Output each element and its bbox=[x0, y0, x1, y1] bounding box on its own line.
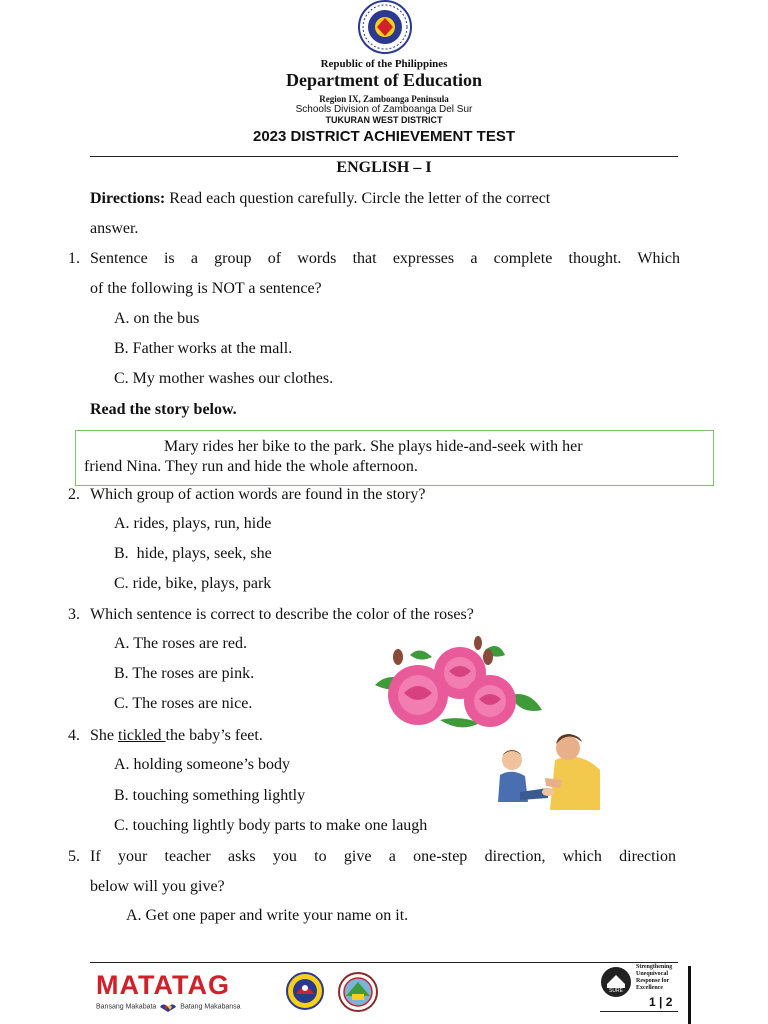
story-label: Read the story below. bbox=[90, 401, 237, 418]
tagline-left: Bansang Makabata bbox=[96, 1003, 157, 1011]
question-4-text-pre: She bbox=[90, 727, 118, 744]
directions-label: Directions: bbox=[90, 190, 166, 207]
page-number: 1 | 2 bbox=[649, 995, 673, 1009]
question-4-text bbox=[90, 726, 263, 746]
question-5-text: If your teacher asks you to give a one-step direction, which direction bbox=[90, 848, 676, 865]
question-2-option-a[interactable]: A. rides, plays, run, hide bbox=[114, 515, 272, 532]
directions bbox=[90, 189, 690, 209]
motto bbox=[636, 964, 672, 992]
question-4-number: 4. bbox=[68, 727, 80, 744]
motto-line-2: Unequivocal bbox=[636, 971, 669, 977]
test-title: 2023 DISTRICT ACHIEVEMENT TEST bbox=[253, 128, 515, 145]
heart-hands-icon bbox=[158, 1002, 178, 1011]
division-seal-icon bbox=[286, 972, 324, 1010]
mother-child-icon bbox=[490, 730, 602, 810]
motto-line-1: Strengthening bbox=[636, 964, 673, 970]
tickle-image bbox=[490, 730, 602, 810]
roses-icon bbox=[370, 635, 545, 735]
footer-divider bbox=[90, 962, 678, 963]
question-4-option-a[interactable]: A. holding someone’s body bbox=[114, 756, 290, 773]
story-box bbox=[75, 430, 714, 486]
question-5-text-cont: below will you give? bbox=[90, 878, 225, 895]
question-4-underlined-word: tickled bbox=[118, 727, 166, 744]
sure-logo bbox=[600, 966, 632, 998]
district-text: TUKURAN WEST DISTRICT bbox=[325, 115, 443, 125]
question-2-option-b[interactable]: B. hide, plays, seek, she bbox=[114, 545, 272, 562]
motto-line-3: Response for bbox=[636, 978, 670, 984]
district-seal-icon bbox=[338, 972, 378, 1012]
story-line-1: Mary rides her bike to the park. She plays hide-and-seek with her bbox=[164, 438, 583, 455]
matatag-logo bbox=[96, 970, 266, 1015]
matatag-brand: MATATAG bbox=[96, 970, 230, 1000]
deped-seal bbox=[355, 0, 415, 55]
division-seal-2 bbox=[338, 972, 378, 1012]
division-text: Schools Division of Zamboanga Del Sur bbox=[295, 104, 473, 115]
question-1-number: 1. bbox=[68, 250, 80, 267]
question-1-text: Sentence is a group of words that expresses a complete thought. Which bbox=[90, 250, 680, 267]
question-3-option-b[interactable]: B. The roses are pink. bbox=[114, 665, 255, 682]
question-1-option-b[interactable]: B. Father works at the mall. bbox=[114, 340, 293, 357]
question-1-option-c[interactable]: C. My mother washes our clothes. bbox=[114, 370, 334, 387]
question-2-text: Which group of action words are found in the story? bbox=[90, 486, 426, 503]
directions-text-cont: answer. bbox=[90, 220, 139, 237]
question-4-text-post: the baby’s feet. bbox=[165, 727, 263, 744]
footer-vertical-rule bbox=[688, 966, 691, 1024]
question-3-option-a[interactable]: A. The roses are red. bbox=[114, 635, 247, 652]
question-3-text: Which sentence is correct to describe the color of the roses? bbox=[90, 606, 474, 623]
tagline-right: Batang Makabansa bbox=[180, 1003, 241, 1011]
question-5-number: 5. bbox=[68, 848, 80, 865]
question-2-option-c[interactable]: C. ride, bike, plays, park bbox=[114, 575, 272, 592]
question-4-option-c[interactable]: C. touching lightly body parts to make one laugh bbox=[114, 817, 428, 834]
division-seal-1 bbox=[286, 972, 324, 1010]
question-3-option-c[interactable]: C. The roses are nice. bbox=[114, 695, 253, 712]
subject-title: ENGLISH – I bbox=[336, 159, 432, 176]
republic-text: Republic of the Philippines bbox=[320, 58, 448, 70]
question-1-option-a[interactable]: A. on the bus bbox=[114, 310, 200, 327]
department-title: Department of Education bbox=[286, 70, 482, 90]
matatag-tagline bbox=[96, 1002, 266, 1011]
question-1-text-cont: of the following is NOT a sentence? bbox=[90, 280, 322, 297]
deped-seal-icon bbox=[355, 0, 415, 55]
story-line-2: friend Nina. They run and hide the whole afternoon. bbox=[84, 458, 418, 475]
sure-logo-text: SURE bbox=[609, 988, 623, 994]
question-3-number: 3. bbox=[68, 606, 80, 623]
question-4-option-b[interactable]: B. touching something lightly bbox=[114, 787, 306, 804]
region-text: Region IX, Zamboanga Peninsula bbox=[319, 94, 449, 104]
page-number-underline bbox=[600, 1011, 678, 1012]
motto-line-4: Excellence bbox=[636, 985, 663, 991]
directions-text: Read each question carefully. Circle the letter of the correct bbox=[165, 190, 551, 207]
question-2-number: 2. bbox=[68, 486, 80, 503]
roses-image bbox=[370, 635, 545, 735]
question-5-option-a[interactable]: A. Get one paper and write your name on it. bbox=[126, 907, 409, 924]
header-divider bbox=[90, 156, 678, 157]
